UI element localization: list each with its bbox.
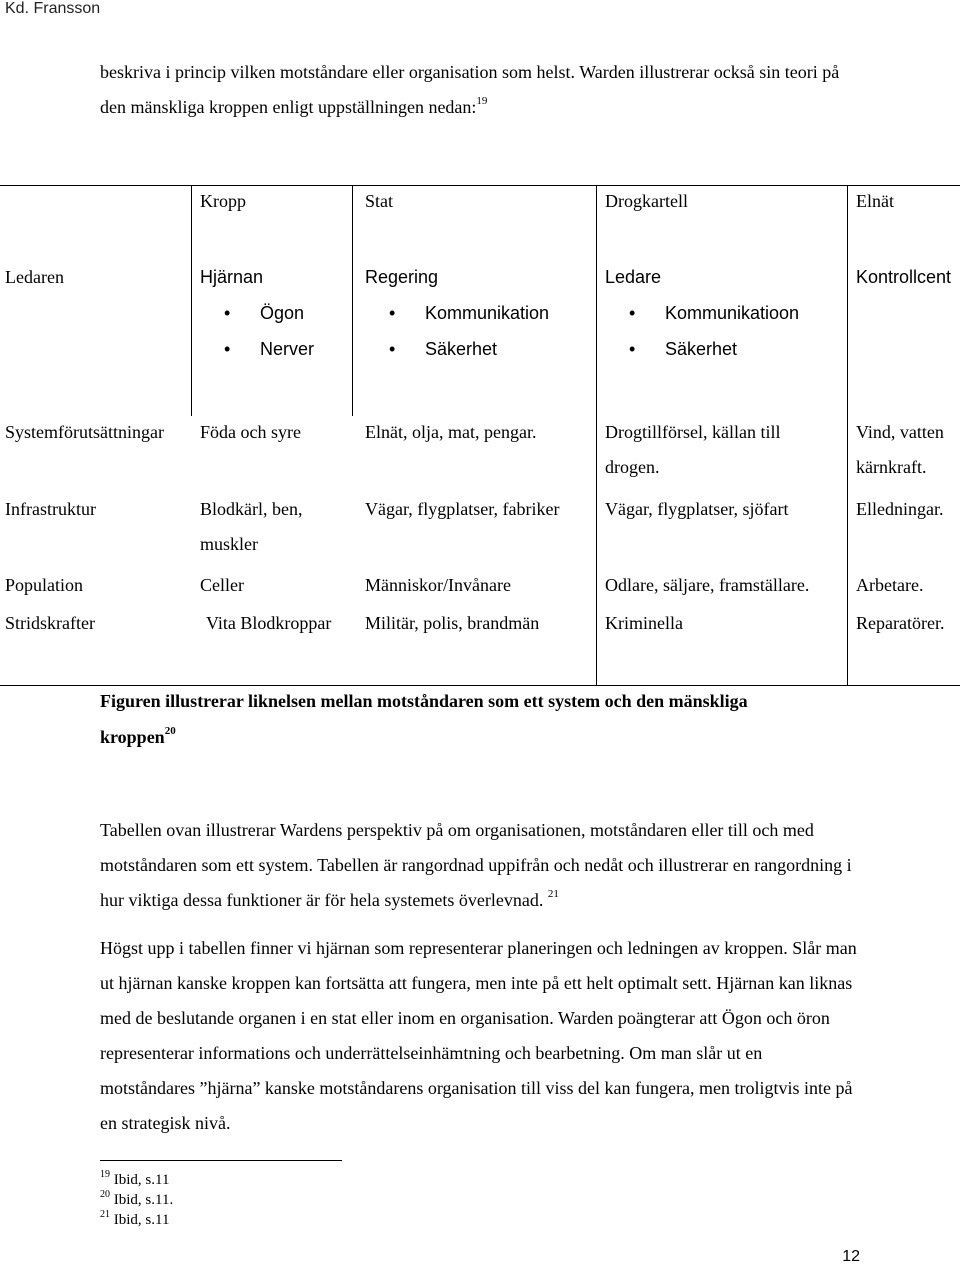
table-cell: muskler [200,534,258,554]
cell-regering: Regering [365,267,439,287]
table-cell: Vita Blodkroppar [206,613,332,633]
row-label-infrastruktur: Infrastruktur [5,499,96,519]
caption-line-1: Figuren illustrerar liknelsen mellan motståndaren som ett system och den mänskliga [100,691,748,711]
footnote-separator [100,1160,342,1161]
bullet-item: • Nerver [224,339,315,359]
table-cell: Vind, vatten [856,422,944,442]
table-cell: Vägar, flygplatser, fabriker [365,499,560,519]
col-header-kropp: Kropp [200,191,246,211]
table-divider-col4 [847,185,848,416]
table-divider-col3-lower [596,416,597,685]
table-divider-col4-lower [847,416,848,685]
paragraph-table-description [100,813,860,918]
table-rule-top [0,185,960,186]
table-cell: Reparatörer. [856,613,945,633]
table-cell: Vägar, flygplatser, sjöfart [605,499,789,519]
col-header-elnat: Elnät [856,191,894,211]
footnote-item: $^{20}$ Ibid, s.11. [100,1189,174,1208]
table-cell: Celler [200,575,244,595]
footnotes [100,1170,173,1230]
col-header-stat: Stat [365,191,394,211]
table-cell: Elledningar. [856,499,944,519]
footnote-item: $^{19}$ Ibid, s.11 [100,1169,170,1188]
paragraph-brain-analogy: Högst upp i tabellen finner vi hjärnan som representerar planeringen och ledningen av kroppen. Slår man ut hjärnan kanske kroppen kan fortsätta att fungera, men inte på ett helt optimalt sett. Hjärnan kan liknas med de beslutande organen i en stat eller inom en organisation. Warden poängterar att Ögon och öron representerar informations och underrättelseinhämtning och bearbetning. Om man slår ut en motståndares ”hjärna” kanske motståndarens organisation till viss del kan fungera, men troligtvis inte på en strategisk nivå. [100,938,857,1133]
footnote-ref-19: 19 [476,95,488,107]
table-cell: Blodkärl, ben, [200,499,303,519]
footnote-ref-21: 21 [547,888,559,900]
col-header-drogkartell: Drogkartell [605,191,688,211]
table-cell: Arbetare. [856,575,924,595]
table-cell: Elnät, olja, mat, pengar. [365,422,537,442]
figure-caption [100,683,860,755]
row-label-systemforutsattningar: Systemförutsättningar [5,422,164,442]
bullet-item: • Kommunikation [389,303,550,323]
row-label-stridskrafter: Stridskrafter [5,613,95,633]
bullet-item: • Säkerhet [629,339,738,359]
bullet-item: • Kommunikatioon [629,303,800,323]
cell-hjarnan: Hjärnan [200,267,264,287]
table-divider-col2 [352,185,353,416]
intro-text: beskriva i princip vilken motståndare eller organisation som helst. Warden illustrerar också sin teori på den mänskliga kroppen enligt uppställningen nedan: [100,62,840,117]
table-cell: Kriminella [605,613,683,633]
table-cell: Drogtillförsel, källan till [605,422,781,442]
row-label-ledaren: Ledaren [5,267,64,287]
table-cell: Föda och syre [200,422,301,442]
cell-kontrollcent: Kontrollcent [856,267,952,287]
table-cell: Odlare, säljare, framställare. [605,575,810,595]
bullet-item: • Ögon [224,303,305,323]
caption-line-2: kroppen$^{20}$ [100,725,176,747]
table-cell: Militär, polis, brandmän [365,613,540,633]
table-divider-col1 [191,185,192,416]
paragraph-text: Tabellen ovan illustrerar Wardens perspektiv på om organisationen, motståndaren eller till och med motståndaren som ett system. Tabellen är rangordnad uppifrån och nedåt och illustrerar en rangordning i hur viktiga dessa funktioner är för hela systemets överlevnad. [100,820,852,910]
footnote-ref-20: 20 [164,725,176,737]
intro-paragraph [100,55,860,125]
cell-ledare: Ledare [605,267,662,287]
bullet-item: • Säkerhet [389,339,498,359]
table-divider-col3 [596,185,597,416]
running-header-author: Kd. Fransson [5,0,101,17]
row-label-population: Population [5,575,84,595]
page-number: 12 [842,1248,860,1265]
table-cell: Människor/Invånare [365,575,511,595]
table-cell: drogen. [605,457,660,477]
table-cell: kärnkraft. [856,457,927,477]
footnote-item: $^{21}$ Ibid, s.11 [100,1209,170,1228]
